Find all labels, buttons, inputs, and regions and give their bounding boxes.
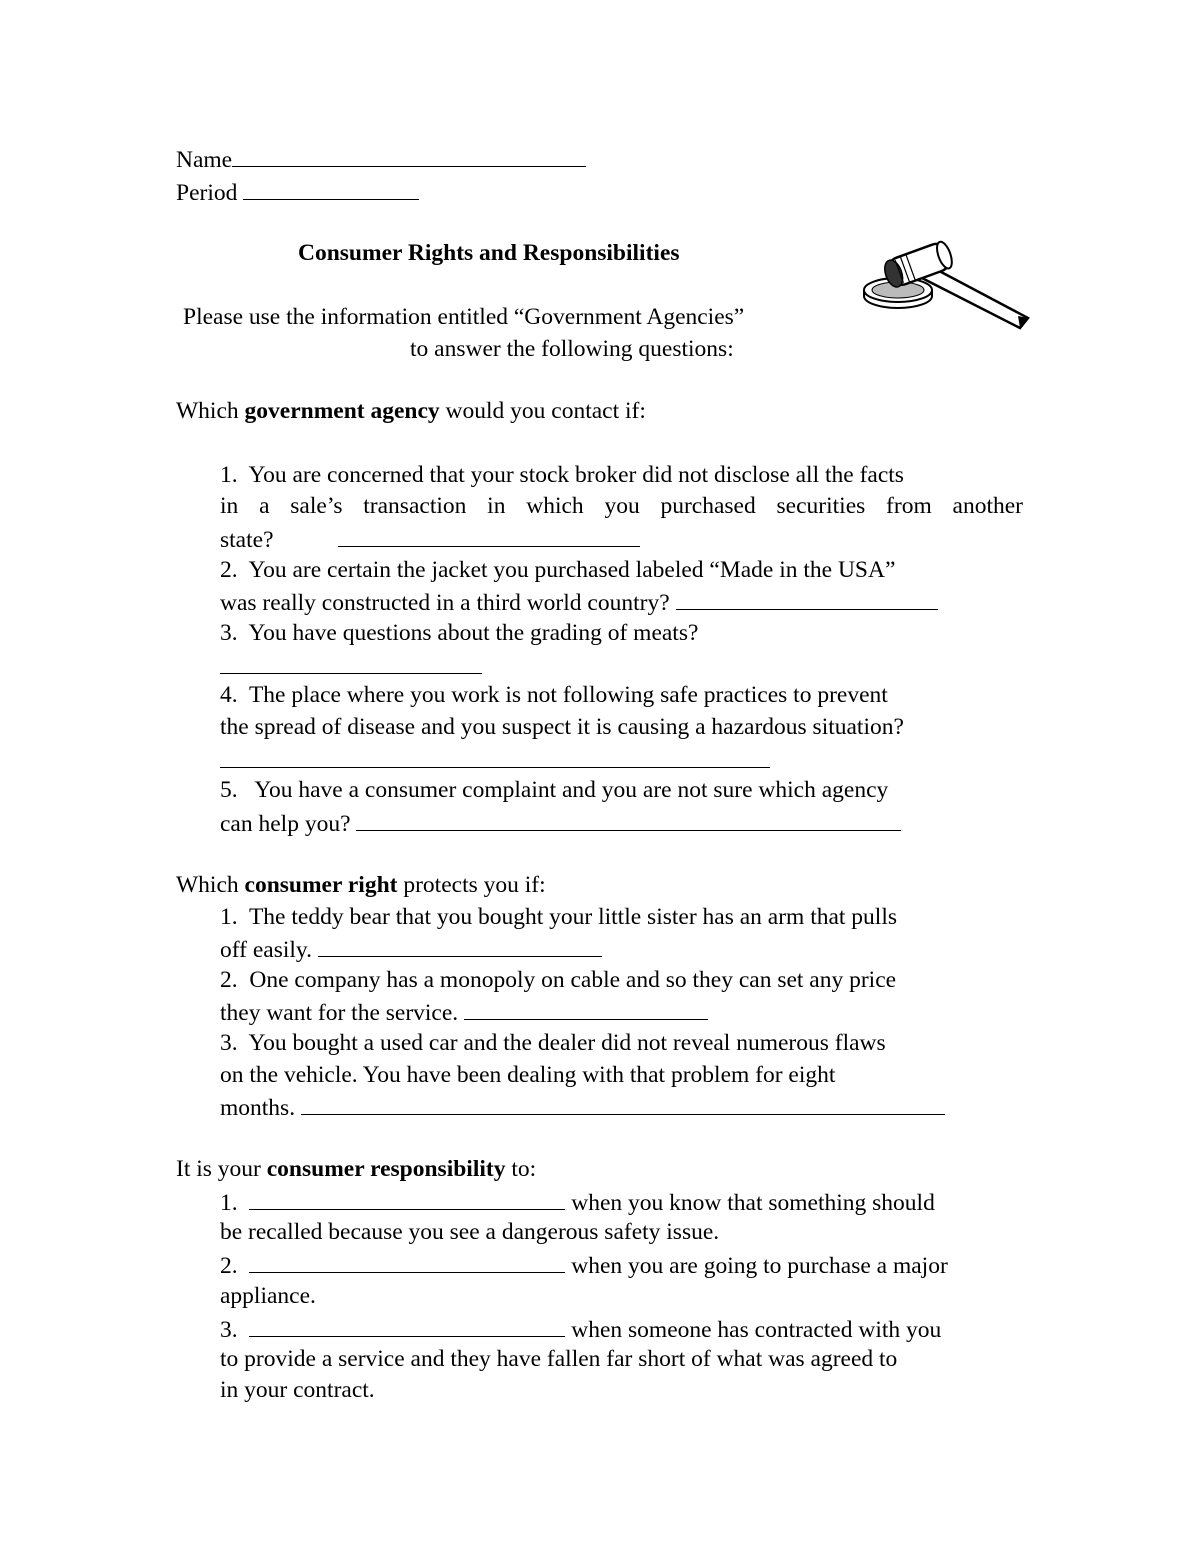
- s3-q1-line1: 1. when you know that something should: [220, 1185, 935, 1219]
- s1-q4-blank-row: [220, 743, 770, 777]
- s1-q5-blank[interactable]: [356, 806, 901, 831]
- s1-q1-blank[interactable]: [338, 522, 640, 547]
- s3-q3-line1: 3. when someone has contracted with you: [220, 1312, 941, 1346]
- section1-bold: government agency: [244, 398, 440, 424]
- s1-q1-line1: 1. You are concerned that your stock broker did not disclose all the facts: [220, 462, 904, 488]
- period-row: [176, 175, 419, 209]
- s3-q2-line2: appliance.: [220, 1283, 316, 1309]
- section3-bold: consumer responsibility: [266, 1156, 506, 1182]
- s2-q3-line3: months.: [220, 1090, 945, 1124]
- section1-heading: Which government agency would you contact if:: [176, 398, 646, 424]
- name-label: Name: [176, 147, 233, 173]
- s3-q1-line2: be recalled because you see a dangerous safety issue.: [220, 1219, 720, 1245]
- s2-q2-line1: 2. One company has a monopoly on cable and so they can set any price: [220, 967, 897, 993]
- s1-q1-line3: state?: [220, 522, 640, 556]
- s1-q4-line2: the spread of disease and you suspect it is causing a hazardous situation?: [220, 714, 904, 740]
- s3-q3-blank[interactable]: [249, 1312, 565, 1337]
- s2-q3-line1: 3. You bought a used car and the dealer did not reveal numerous flaws: [220, 1030, 886, 1056]
- s2-q2-line2: they want for the service.: [220, 995, 708, 1029]
- s1-q2-blank[interactable]: [676, 585, 938, 610]
- s1-q5-line2: can help you?: [220, 806, 901, 840]
- s1-q4-blank[interactable]: [220, 743, 770, 768]
- s2-q1-line1: 1. The teddy bear that you bought your little sister has an arm that pulls: [220, 904, 898, 930]
- s3-q3-line3: in your contract.: [220, 1377, 375, 1403]
- s3-q1-blank[interactable]: [249, 1185, 565, 1210]
- section2-heading: Which consumer right protects you if:: [176, 872, 546, 898]
- name-row: [176, 142, 586, 176]
- s1-q5-line1: 5. You have a consumer complaint and you are not sure which agency: [220, 777, 889, 803]
- s3-q3-line2: to provide a service and they have fallen far short of what was agreed to: [220, 1346, 898, 1372]
- s1-q1-line2: in a sale’s transaction in which you purchased securities from another: [220, 493, 1023, 519]
- instructions-line1: Please use the information entitled “Government Agencies”: [183, 304, 745, 330]
- s1-q3-blank-row: [220, 649, 482, 683]
- gavel-icon: [858, 236, 1040, 336]
- s2-q3-line2: on the vehicle. You have been dealing with that problem for eight: [220, 1062, 836, 1088]
- period-blank[interactable]: [243, 175, 419, 200]
- s2-q1-line2: off easily.: [220, 932, 602, 966]
- s3-q2-line1: 2. when you are going to purchase a major: [220, 1248, 948, 1282]
- section3-heading: It is your consumer responsibility to:: [176, 1156, 537, 1182]
- s3-q2-blank[interactable]: [249, 1248, 565, 1273]
- page-title: Consumer Rights and Responsibilities: [298, 240, 680, 266]
- s2-q3-blank[interactable]: [301, 1090, 945, 1115]
- s2-q2-blank[interactable]: [464, 995, 708, 1020]
- s2-q1-blank[interactable]: [318, 932, 602, 957]
- name-blank[interactable]: [232, 142, 586, 167]
- s1-q4-line1: 4. The place where you work is not following safe practices to prevent: [220, 682, 888, 708]
- s1-q2-line1: 2. You are certain the jacket you purchased labeled “Made in the USA”: [220, 557, 896, 583]
- instructions-line2: to answer the following questions:: [410, 336, 734, 362]
- section2-bold: consumer right: [244, 872, 398, 898]
- s1-q3-line1: 3. You have questions about the grading of meats?: [220, 620, 699, 646]
- s1-q2-line2: was really constructed in a third world country?: [220, 585, 938, 619]
- s1-q3-blank[interactable]: [220, 649, 482, 674]
- period-label: Period: [176, 180, 238, 206]
